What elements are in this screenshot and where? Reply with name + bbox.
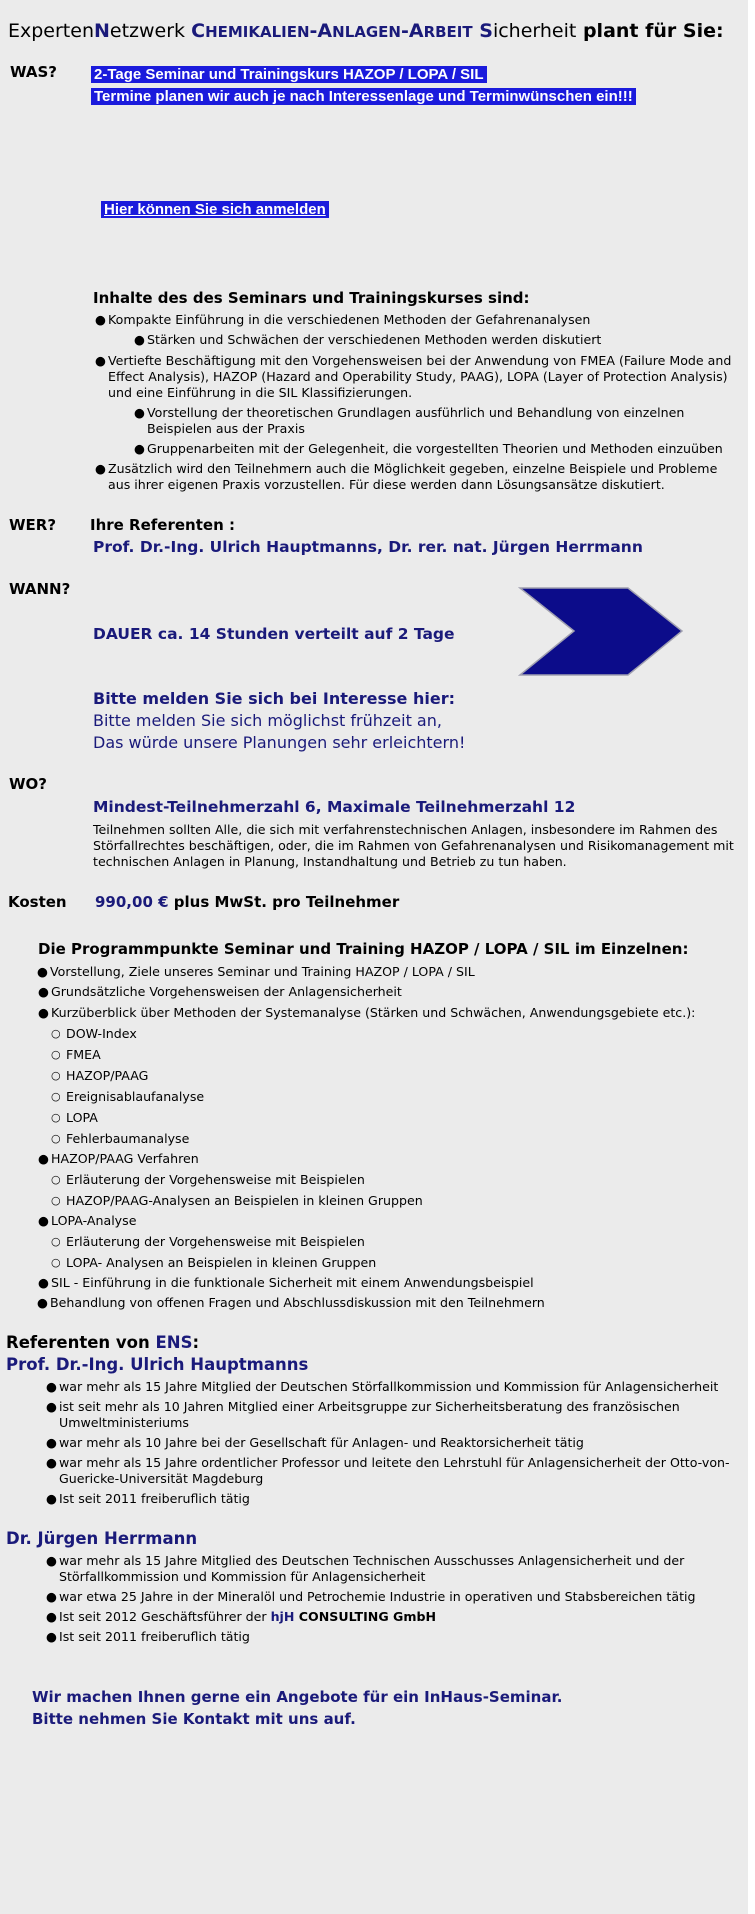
list-item (46, 1455, 739, 1487)
list-item-text: HAZOP/PAAG-Analysen an Beispielen in kleinen Gruppen (66, 1193, 423, 1208)
arrow-shape (520, 588, 682, 675)
referenten-title (6, 1333, 199, 1352)
list-item-text: Ist seit 2012 Geschäftsführer der (59, 1609, 271, 1624)
list-item-text: Vertiefte Beschäftigung mit den Vorgehensweisen bei der Anwendung von FMEA (Failure Mode and Effect Analysis), HAZOP (Hazard and Operability Study, PAAG), LOPA (Layer of Protection Analysis) und eine Einführung in die SIL Klassifizierungen. (108, 353, 732, 400)
list-item (46, 1491, 739, 1507)
bullet-icon: ● (46, 1629, 57, 1644)
list-item-text: ist seit mehr als 10 Jahren Mitglied einer Arbeitsgruppe zur Sicherheitsberatung des französischen Umweltministeriums (59, 1399, 680, 1430)
list-item (134, 405, 747, 437)
circle-bullet-icon: ○ (51, 1235, 61, 1248)
bitte-title: Bitte melden Sie sich bei Interesse hier: (93, 689, 455, 708)
list-item (51, 1047, 666, 1063)
hauptmanns-list (46, 1399, 709, 1431)
heading-part: NLAGEN (332, 23, 401, 41)
list-item-text: war mehr als 15 Jahre Mitglied des Deutschen Technischen Ausschusses Anlagensicherheit und der Störfallkommission und Kommission für Anlagensicherheit (59, 1553, 685, 1584)
heading-part: RBEIT (423, 23, 473, 41)
bullet-icon: ● (38, 984, 49, 999)
inhalte-sublist (134, 405, 747, 437)
register-link-text[interactable]: Hier können Sie sich anmelden (101, 201, 329, 218)
list-item (134, 332, 737, 348)
hauptmanns-list (46, 1491, 739, 1507)
bullet-icon: ● (38, 1005, 49, 1020)
bullet-icon: ● (95, 461, 106, 476)
list-item-text: Stärken und Schwächen der verschiedenen Methoden werden diskutiert (147, 332, 602, 347)
list-item-text: LOPA (66, 1110, 98, 1125)
bullet-icon: ● (38, 1213, 49, 1228)
list-item-text: war mehr als 10 Jahre bei der Gesellschaft für Anlagen- und Reaktorsicherheit tätig (59, 1435, 584, 1450)
bitte-line2: Das würde unsere Planungen sehr erleichtern! (93, 733, 466, 752)
bullet-icon: ● (38, 1275, 49, 1290)
list-item-text: HAZOP/PAAG Verfahren (51, 1151, 199, 1166)
hauptmanns-list (46, 1435, 739, 1451)
bullet-icon: ● (37, 1295, 48, 1310)
bullet-icon: ● (95, 312, 106, 327)
heading-part: C (191, 20, 206, 42)
list-item (46, 1399, 709, 1431)
list-item (51, 1089, 666, 1105)
list-item-text: LOPA- Analysen an Beispielen in kleinen Gruppen (66, 1255, 377, 1270)
footer-line2: Bitte nehmen Sie Kontakt mit uns auf. (32, 1710, 356, 1728)
inhalte-title: Inhalte des des Seminars und Trainingskurses sind: (93, 289, 530, 307)
programm-sublist (51, 1255, 666, 1271)
list-item (134, 441, 747, 457)
list-item-text: HAZOP/PAAG (66, 1068, 149, 1083)
chevron-arrow-icon (518, 587, 684, 677)
heading-part: plant für Sie: (576, 20, 724, 42)
heading-part: -A (400, 20, 424, 42)
list-item-text: war mehr als 15 Jahre Mitglied der Deutschen Störfallkommission und Kommission für Anlagensicherheit (59, 1379, 719, 1394)
scheduling-note-text: Termine planen wir auch je nach Interessenlage und Terminwünschen ein!!! (91, 88, 636, 105)
teilnehmerzahl: Mindest-Teilnehmerzahl 6, Maximale Teilnehmerzahl 12 (93, 798, 576, 816)
circle-bullet-icon: ○ (51, 1090, 61, 1103)
bullet-icon: ● (134, 332, 145, 347)
hauptmanns-list (46, 1379, 739, 1395)
heading-part: N (94, 20, 110, 42)
list-item (46, 1629, 739, 1645)
programm-list (38, 1151, 741, 1167)
circle-bullet-icon: ○ (51, 1069, 61, 1082)
list-item (46, 1589, 749, 1605)
list-item (37, 964, 740, 980)
programm-list (37, 964, 740, 980)
was-course-title (91, 64, 487, 83)
herrmann-name: Dr. Jürgen Herrmann (6, 1529, 198, 1548)
hauptmanns-list (46, 1455, 739, 1487)
list-item-text: Ist seit 2011 freiberuflich tätig (59, 1629, 250, 1644)
list-item-text: DOW-Index (66, 1026, 137, 1041)
list-item-text: FMEA (66, 1047, 101, 1062)
referenten-title-part: : (192, 1333, 200, 1352)
list-item-text: Ist seit 2011 freiberuflich tätig (59, 1491, 250, 1506)
list-item (38, 984, 741, 1000)
list-item (51, 1193, 666, 1209)
list-item (95, 461, 740, 493)
list-item (95, 312, 738, 328)
circle-bullet-icon: ○ (51, 1048, 61, 1061)
programm-sublist (51, 1193, 666, 1209)
list-item-text: Kurzüberblick über Methoden der Systemanalyse (Stärken und Schwächen, Anwendungsgebiete etc.): (51, 1005, 696, 1020)
bullet-icon: ● (46, 1455, 57, 1470)
list-item (51, 1026, 666, 1042)
bullet-icon: ● (38, 1151, 49, 1166)
wann-label: WANN? (9, 580, 71, 598)
list-item (51, 1172, 666, 1188)
bullet-icon: ● (95, 353, 106, 368)
bullet-icon: ● (134, 405, 145, 420)
list-item-text: SIL - Einführung in die funktionale Sicherheit mit einem Anwendungsbeispiel (51, 1275, 534, 1290)
price: 990,00 € (95, 893, 169, 911)
heading-part: icherheit (492, 20, 577, 42)
list-item-text: Zusätzlich wird den Teilnehmern auch die Möglichkeit gegeben, einzelne Beispiele und Probleme aus ihrer eigenen Praxis vorzustellen. Für diese werden dann Lösungsansätze diskutiert. (108, 461, 718, 492)
list-item (37, 1295, 740, 1311)
list-item-text: Erläuterung der Vorgehensweise mit Beispielen (66, 1234, 365, 1249)
list-item (46, 1435, 739, 1451)
price-suffix: plus MwSt. pro Teilnehmer (168, 893, 400, 911)
list-item-text: Fehlerbaumanalyse (66, 1131, 190, 1146)
list-item-text: Kompakte Einführung in die verschiedenen Methoden der Gefahrenanalysen (108, 312, 591, 327)
programm-list (37, 1295, 740, 1311)
herrmann-list (46, 1553, 739, 1585)
list-item-text: Behandlung von offenen Fragen und Abschlussdiskussion mit den Teilnehmern (50, 1295, 545, 1310)
inhalte-sublist (134, 332, 737, 348)
list-item (46, 1379, 739, 1395)
bullet-icon: ● (46, 1399, 57, 1414)
programm-list (38, 984, 741, 1000)
list-item (38, 1213, 741, 1229)
programm-sublist (51, 1110, 666, 1126)
programm-sublist (51, 1172, 666, 1188)
programm-sublist (51, 1068, 666, 1084)
company-short: hjH (270, 1609, 295, 1624)
programm-list (38, 1005, 741, 1021)
list-item (46, 1553, 739, 1585)
bullet-icon: ● (46, 1491, 57, 1506)
list-item-text: Vorstellung der theoretischen Grundlagen ausführlich und Behandlung von einzelnen Beispielen aus der Praxis (147, 405, 685, 436)
page-heading (8, 20, 724, 42)
programm-sublist (51, 1047, 666, 1063)
inhalte-list (95, 312, 738, 328)
programm-sublist (51, 1026, 666, 1042)
inhalte-list (95, 461, 740, 493)
list-item (51, 1131, 666, 1147)
heading-part: HEMIKALIEN (205, 23, 310, 41)
kosten-value (95, 893, 399, 911)
programm-sublist (51, 1089, 666, 1105)
herrmann-list (46, 1589, 749, 1605)
inhalte-sublist (134, 441, 747, 457)
hauptmanns-name: Prof. Dr.-Ing. Ulrich Hauptmanns (6, 1355, 309, 1374)
circle-bullet-icon: ○ (51, 1194, 61, 1207)
zielgruppe-text: Teilnehmen sollten Alle, die sich mit verfahrenstechnischen Anlagen, insbesondere im Rahmen des Störfallrechtes beschäftigen, oder, die im Rahmen von Gefahrenanalysen und Risikomanagement mit technischen Anlagen in Planung, Instandhaltung und Betrieb zu tun haben. (93, 822, 734, 869)
heading-part: etzwerk (109, 20, 192, 42)
was-label: WAS? (10, 63, 57, 81)
list-item (51, 1068, 666, 1084)
list-item (38, 1005, 741, 1021)
wer-label: WER? (9, 516, 57, 534)
list-item (51, 1110, 666, 1126)
circle-bullet-icon: ○ (51, 1256, 61, 1269)
bitte-line1: Bitte melden Sie sich möglichst frühzeit an, (93, 711, 442, 730)
list-item-text: LOPA-Analyse (51, 1213, 137, 1228)
bullet-icon: ● (46, 1609, 57, 1624)
list-item (95, 353, 738, 401)
bullet-icon: ● (46, 1589, 57, 1604)
wer-title: Ihre Referenten : (90, 516, 235, 534)
wo-label: WO? (9, 775, 47, 793)
bullet-icon: ● (37, 964, 48, 979)
list-item-text: Vorstellung, Ziele unseres Seminar und Training HAZOP / LOPA / SIL (50, 964, 475, 979)
programm-sublist (51, 1234, 666, 1250)
referenten-title-part: ENS (155, 1333, 193, 1352)
list-item (38, 1151, 741, 1167)
wer-names: Prof. Dr.-Ing. Ulrich Hauptmanns, Dr. rer. nat. Jürgen Herrmann (93, 538, 643, 556)
circle-bullet-icon: ○ (51, 1173, 61, 1186)
bullet-icon: ● (46, 1379, 57, 1394)
circle-bullet-icon: ○ (51, 1027, 61, 1040)
bullet-icon: ● (134, 441, 145, 456)
course-title-text: 2-Tage Seminar und Trainingskurs HAZOP / LOPA / SIL (91, 66, 487, 83)
company-name: CONSULTING GmbH (294, 1609, 437, 1624)
footer-line1: Wir machen Ihnen gerne ein Angebote für ein InHaus-Seminar. (32, 1688, 563, 1706)
list-item-text: war etwa 25 Jahre in der Mineralöl und Petrochemie Industrie in operativen und Stabsbereichen tätig (59, 1589, 696, 1604)
heading-part: Experten (8, 20, 94, 42)
kosten-label: Kosten (8, 893, 67, 911)
circle-bullet-icon: ○ (51, 1111, 61, 1124)
list-item-text: war mehr als 15 Jahre ordentlicher Professor und leitete den Lehrstuhl für Anlagensicherheit der Otto-von-Guericke-Universität Magdeburg (59, 1455, 730, 1486)
programm-title: Die Programmpunkte Seminar und Training HAZOP / LOPA / SIL im Einzelnen: (38, 940, 689, 958)
register-link[interactable] (101, 199, 329, 218)
heading-part: S (472, 20, 493, 42)
list-item (46, 1609, 739, 1625)
list-item (51, 1234, 666, 1250)
programm-sublist (51, 1131, 666, 1147)
programm-list (38, 1213, 741, 1229)
referenten-title-part: Referenten von (6, 1333, 156, 1352)
herrmann-list (46, 1629, 739, 1645)
bullet-icon: ● (46, 1435, 57, 1450)
list-item (38, 1275, 741, 1291)
inhalte-list (95, 353, 738, 401)
bullet-icon: ● (46, 1553, 57, 1568)
circle-bullet-icon: ○ (51, 1132, 61, 1145)
page-right-margin (748, 0, 755, 1914)
list-item-text: Gruppenarbeiten mit der Gelegenheit, die vorgestellten Theorien und Methoden einzuüben (147, 441, 723, 456)
heading-part: -A (309, 20, 333, 42)
list-item-text: Grundsätzliche Vorgehensweisen der Anlagensicherheit (51, 984, 402, 999)
herrmann-list (46, 1609, 739, 1625)
list-item-text: Erläuterung der Vorgehensweise mit Beispielen (66, 1172, 365, 1187)
list-item (51, 1255, 666, 1271)
programm-list (38, 1275, 741, 1291)
list-item-text: Ereignisablaufanalyse (66, 1089, 205, 1104)
was-scheduling-note (91, 86, 636, 105)
dauer-text: DAUER ca. 14 Stunden verteilt auf 2 Tage (93, 625, 455, 643)
